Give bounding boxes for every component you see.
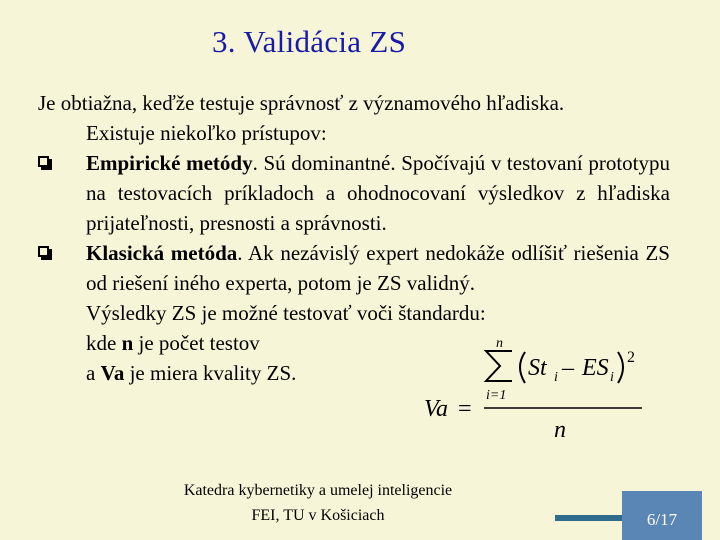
checkbox-bullet-icon xyxy=(38,156,49,167)
formula-denominator: n xyxy=(554,417,566,443)
sigma-icon xyxy=(486,351,512,381)
page-number: 6/17 xyxy=(622,491,702,540)
bullet-empirical xyxy=(38,148,670,238)
footer-university: FEI, TU v Košiciach xyxy=(251,507,385,524)
right-paren xyxy=(618,352,623,383)
intro-paragraph xyxy=(38,88,670,148)
intro-line-2: Existuje niekoľko prístupov: xyxy=(86,121,327,145)
bullet-term: Klasická metóda xyxy=(86,241,238,265)
formula-svg xyxy=(420,335,670,445)
bullet-text: . Ak nezávislý expert nedokáže odlíšiť riešenia ZS od riešení iného experta, potom je ZS validný. xyxy=(86,241,670,295)
formula-power: 2 xyxy=(627,349,635,366)
sum-lower-limit: i=1 xyxy=(486,388,507,403)
formula-equals: = xyxy=(458,396,472,422)
bullet-text: . Sú dominantné. Spočívajú v testovaní prototypu na testovacích príkladoch a ohodnocovaní výsledkov z hľadiska prijateľnosti, presnosti a správnosti. xyxy=(86,151,671,235)
footer-accent-bar xyxy=(555,515,623,521)
left-paren xyxy=(520,352,525,383)
var-va: Va xyxy=(100,361,125,385)
intro-line-1: Je obtiažna, keďže testuje správnosť z významového hľadiska. xyxy=(38,91,565,115)
checkbox-bullet-icon xyxy=(38,246,49,257)
slide-title: 3. Validácia ZS xyxy=(212,24,407,59)
bullet-classic xyxy=(38,238,670,298)
sum-upper-limit: n xyxy=(496,336,503,351)
results-line: Výsledky ZS je možné testovať voči štandardu: xyxy=(86,301,486,325)
formula-sub-2: i xyxy=(610,370,614,385)
footer xyxy=(148,478,488,528)
formula-lhs: Va xyxy=(424,396,448,422)
definition-va: a Va je miera kvality ZS. xyxy=(86,361,297,385)
formula-term-es: ES xyxy=(582,355,609,381)
var-n: n xyxy=(121,331,134,355)
footer-department: Katedra kybernetiky a umelej inteligencie xyxy=(183,482,453,499)
formula-sub-1: i xyxy=(554,370,558,385)
va-formula xyxy=(420,335,670,445)
bullet-term: Empirické metódy xyxy=(86,151,253,175)
formula-minus: – xyxy=(562,355,574,381)
formula-term-st: St xyxy=(528,355,547,381)
definition-n: kde n je počet testov xyxy=(86,331,260,355)
